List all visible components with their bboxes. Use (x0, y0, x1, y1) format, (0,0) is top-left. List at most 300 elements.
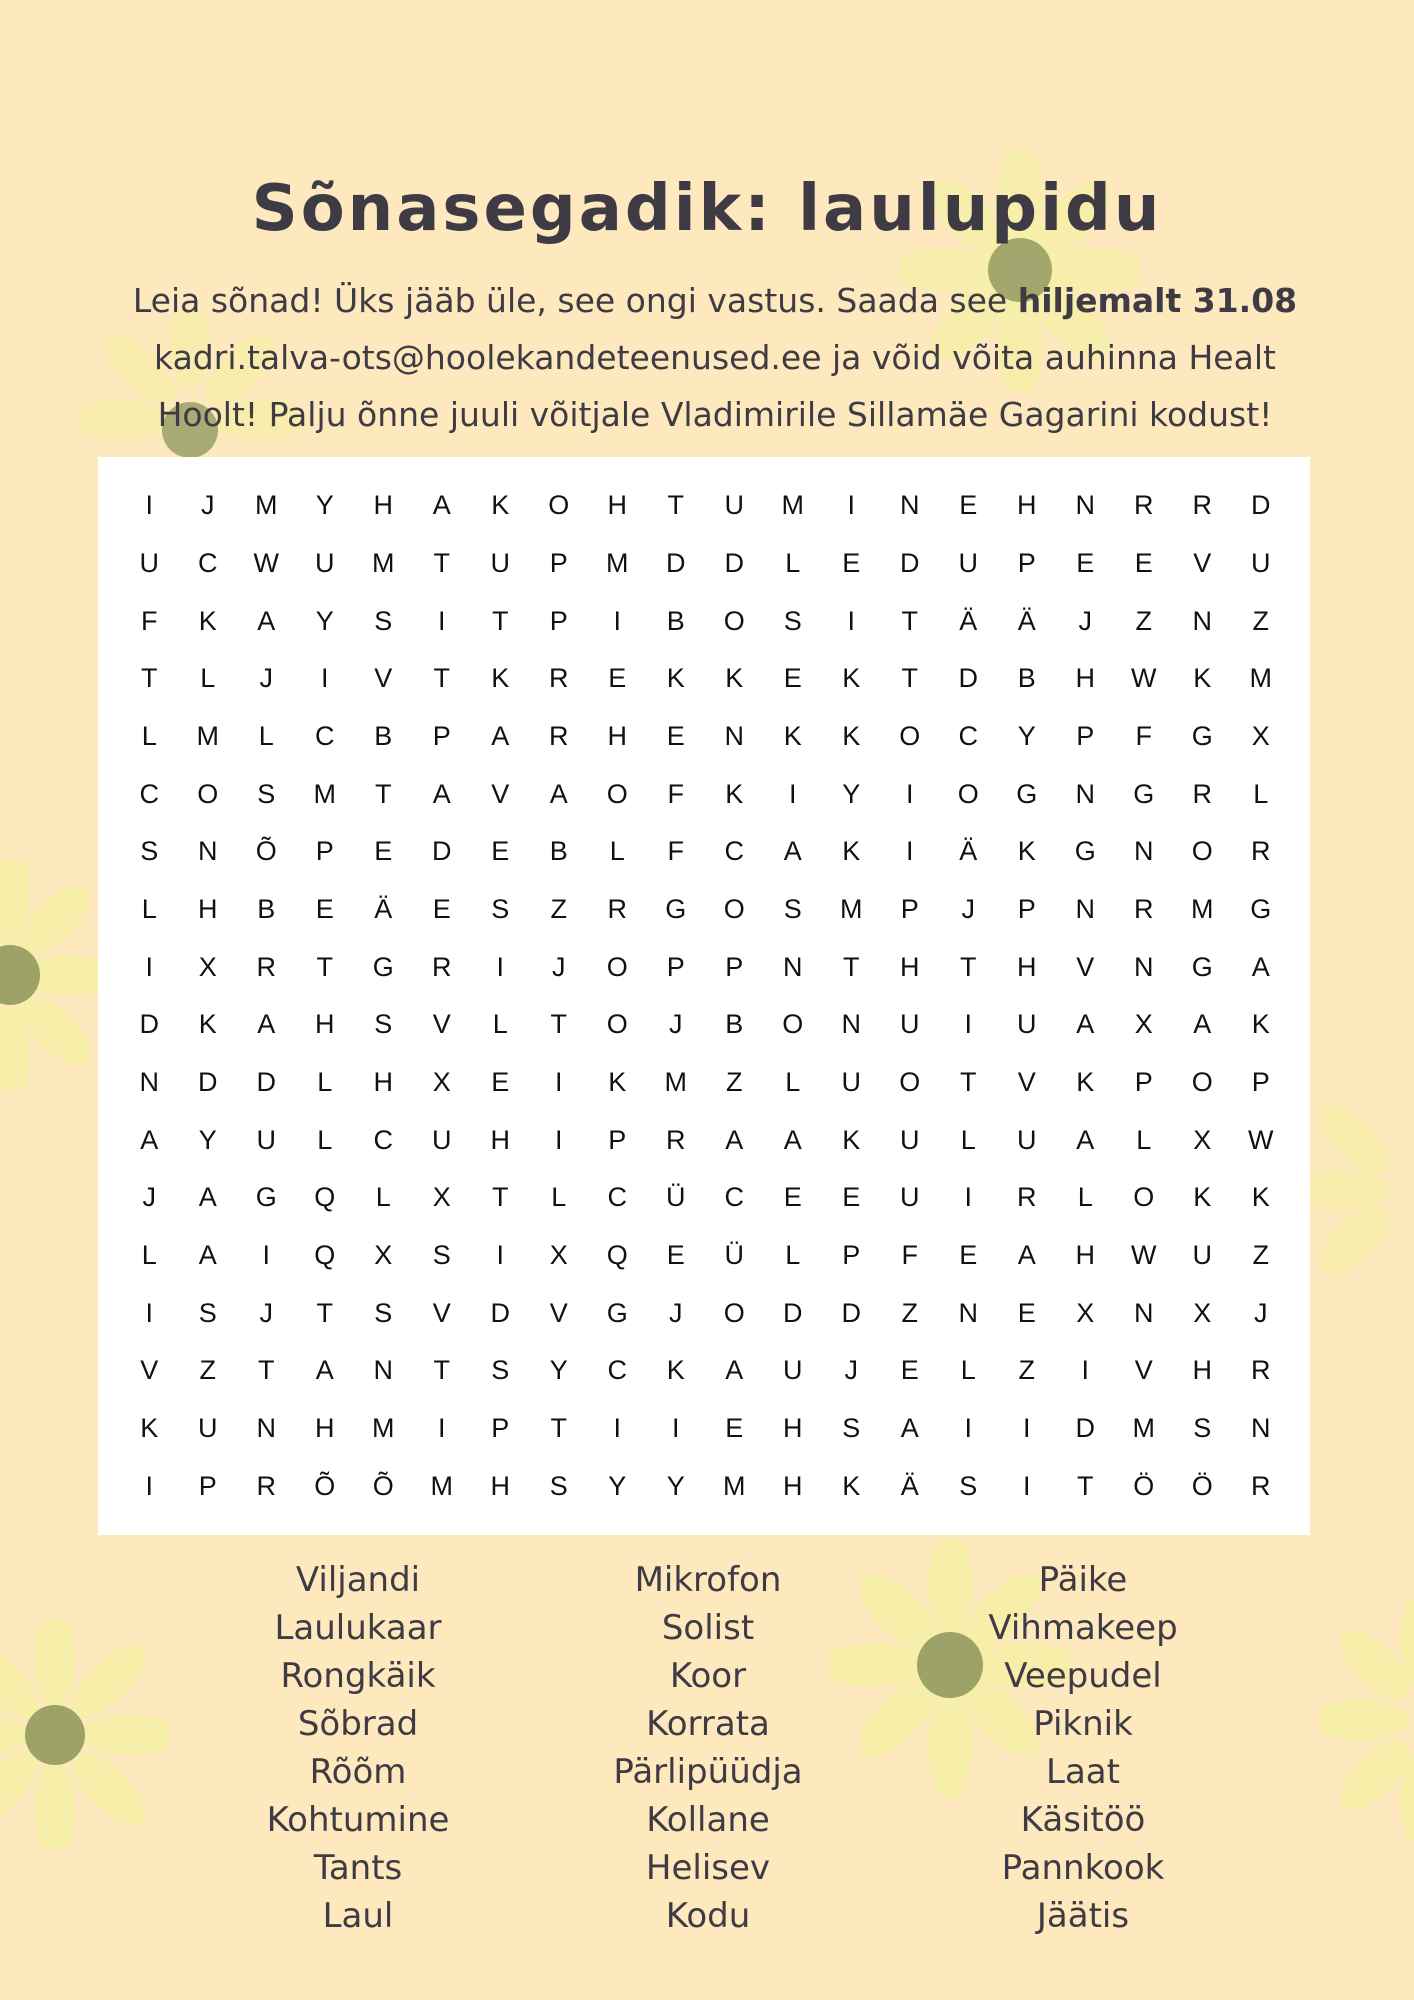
grid-cell[interactable]: U (256, 1124, 276, 1155)
grid-cell[interactable]: V (374, 663, 393, 694)
grid-cell[interactable]: Y (315, 490, 334, 521)
grid-cell[interactable]: E (666, 720, 685, 751)
grid-cell[interactable]: H (900, 951, 920, 982)
grid-cell[interactable]: Ä (1017, 605, 1036, 636)
grid-cell[interactable]: A (725, 1124, 744, 1155)
grid-cell[interactable]: R (1017, 1182, 1037, 1213)
grid-cell[interactable]: U (1017, 1009, 1037, 1040)
grid-cell[interactable]: L (1136, 1124, 1152, 1155)
grid-cell[interactable]: D (256, 1066, 276, 1097)
grid-cell[interactable]: U (900, 1124, 920, 1155)
grid-cell[interactable]: K (198, 605, 217, 636)
grid-cell[interactable]: S (491, 893, 510, 924)
grid-cell[interactable]: A (1017, 1239, 1036, 1270)
grid-cell[interactable]: Z (1135, 605, 1152, 636)
grid-cell[interactable]: T (258, 1355, 275, 1386)
grid-cell[interactable]: X (374, 1239, 393, 1270)
grid-cell[interactable]: I (496, 951, 504, 982)
grid-cell[interactable]: S (374, 605, 393, 636)
grid-cell[interactable]: H (1075, 663, 1095, 694)
grid-cell[interactable]: N (783, 951, 803, 982)
grid-cell[interactable]: M (313, 778, 336, 809)
grid-cell[interactable]: L (317, 1124, 333, 1155)
grid-cell[interactable]: D (198, 1066, 218, 1097)
grid-cell[interactable]: X (432, 1066, 451, 1097)
grid-cell[interactable]: I (1022, 1470, 1031, 1501)
grid-cell[interactable]: V (140, 1355, 159, 1386)
grid-cell[interactable]: I (1022, 1412, 1031, 1443)
grid-cell[interactable]: G (255, 1182, 277, 1213)
grid-cell[interactable]: T (901, 605, 918, 636)
grid-cell[interactable]: L (141, 1239, 157, 1270)
grid-cell[interactable]: R (1251, 1355, 1271, 1386)
grid-cell[interactable]: O (723, 1297, 745, 1328)
grid-cell[interactable]: E (1076, 547, 1095, 578)
grid-cell[interactable]: S (198, 1297, 217, 1328)
grid-cell[interactable]: J (201, 490, 215, 521)
grid-cell[interactable]: A (432, 778, 451, 809)
grid-cell[interactable]: H (783, 1470, 803, 1501)
grid-cell[interactable]: U (958, 547, 978, 578)
grid-cell[interactable]: J (961, 893, 975, 924)
grid-cell[interactable]: C (724, 1182, 744, 1213)
grid-cell[interactable]: J (259, 663, 273, 694)
grid-cell[interactable]: X (1193, 1124, 1212, 1155)
grid-cell[interactable]: G (1074, 836, 1096, 867)
grid-cell[interactable]: M (1191, 893, 1214, 924)
grid-cell[interactable]: X (198, 951, 217, 982)
grid-cell[interactable]: U (783, 1355, 803, 1386)
grid-cell[interactable]: R (256, 951, 276, 982)
grid-cell[interactable]: A (783, 1124, 802, 1155)
grid-cell[interactable]: G (1250, 893, 1272, 924)
grid-cell[interactable]: M (840, 893, 863, 924)
grid-cell[interactable]: F (667, 778, 684, 809)
grid-cell[interactable]: S (842, 1412, 861, 1443)
grid-cell[interactable]: X (1076, 1297, 1095, 1328)
grid-cell[interactable]: U (900, 1182, 920, 1213)
grid-cell[interactable]: Y (1017, 720, 1036, 751)
grid-cell[interactable]: P (1251, 1066, 1270, 1097)
grid-cell[interactable]: U (1192, 1239, 1212, 1270)
grid-cell[interactable]: R (549, 720, 569, 751)
grid-cell[interactable]: P (315, 836, 334, 867)
grid-cell[interactable]: R (256, 1470, 276, 1501)
grid-cell[interactable]: I (145, 1297, 153, 1328)
grid-cell[interactable]: L (1253, 778, 1269, 809)
grid-cell[interactable]: B (725, 1009, 744, 1040)
grid-cell[interactable]: D (490, 1297, 510, 1328)
grid-cell[interactable]: E (783, 663, 802, 694)
grid-cell[interactable]: T (492, 1182, 509, 1213)
grid-cell[interactable]: D (666, 547, 686, 578)
grid-cell[interactable]: U (841, 1066, 861, 1097)
grid-cell[interactable]: J (669, 1009, 683, 1040)
grid-cell[interactable]: S (783, 605, 802, 636)
grid-cell[interactable]: S (1193, 1412, 1212, 1443)
grid-cell[interactable]: D (1075, 1412, 1095, 1443)
grid-cell[interactable]: G (372, 951, 394, 982)
grid-cell[interactable]: H (315, 1009, 335, 1040)
grid-cell[interactable]: O (899, 720, 921, 751)
grid-cell[interactable]: K (491, 490, 510, 521)
grid-cell[interactable]: J (844, 1355, 858, 1386)
grid-cell[interactable]: K (666, 663, 685, 694)
grid-cell[interactable]: E (491, 836, 510, 867)
grid-cell[interactable]: T (433, 1355, 450, 1386)
grid-cell[interactable]: V (1193, 547, 1212, 578)
grid-cell[interactable]: C (607, 1182, 627, 1213)
grid-cell[interactable]: Z (1252, 1239, 1269, 1270)
grid-cell[interactable]: N (139, 1066, 159, 1097)
grid-cell[interactable]: L (785, 1239, 801, 1270)
grid-cell[interactable]: T (433, 547, 450, 578)
grid-cell[interactable]: N (373, 1355, 393, 1386)
grid-cell[interactable]: H (607, 490, 627, 521)
grid-cell[interactable]: P (432, 720, 451, 751)
grid-cell[interactable]: H (315, 1412, 335, 1443)
grid-cell[interactable]: Q (606, 1239, 628, 1270)
grid-cell[interactable]: V (1134, 1355, 1153, 1386)
grid-cell[interactable]: T (843, 951, 860, 982)
grid-cell[interactable]: K (1251, 1009, 1270, 1040)
grid-cell[interactable]: K (725, 663, 744, 694)
grid-cell[interactable]: O (1133, 1182, 1155, 1213)
grid-cell[interactable]: O (723, 605, 745, 636)
grid-cell[interactable]: Y (666, 1470, 685, 1501)
grid-cell[interactable]: I (1081, 1355, 1089, 1386)
grid-cell[interactable]: A (432, 490, 451, 521)
grid-cell[interactable]: I (964, 1412, 972, 1443)
grid-cell[interactable]: G (1191, 720, 1213, 751)
grid-cell[interactable]: F (141, 605, 158, 636)
grid-cell[interactable]: S (374, 1009, 393, 1040)
grid-cell[interactable]: Z (199, 1355, 216, 1386)
grid-cell[interactable]: P (842, 1239, 861, 1270)
grid-cell[interactable]: Ä (900, 1470, 919, 1501)
grid-cell[interactable]: K (1076, 1066, 1095, 1097)
grid-cell[interactable]: N (1192, 605, 1212, 636)
grid-cell[interactable]: A (1076, 1009, 1095, 1040)
grid-cell[interactable]: E (608, 663, 627, 694)
grid-cell[interactable]: K (491, 663, 510, 694)
grid-cell[interactable]: P (1134, 1066, 1153, 1097)
grid-cell[interactable]: B (374, 720, 393, 751)
grid-cell[interactable]: S (491, 1355, 510, 1386)
grid-cell[interactable]: T (433, 663, 450, 694)
grid-cell[interactable]: N (1134, 1297, 1154, 1328)
grid-cell[interactable]: K (842, 1124, 861, 1155)
grid-cell[interactable]: Ä (959, 605, 978, 636)
grid-cell[interactable]: M (372, 547, 395, 578)
grid-cell[interactable]: N (1134, 951, 1154, 982)
grid-cell[interactable]: E (842, 547, 861, 578)
grid-cell[interactable]: H (490, 1124, 510, 1155)
grid-cell[interactable]: A (491, 720, 510, 751)
grid-cell[interactable]: A (257, 1009, 276, 1040)
grid-cell[interactable]: M (196, 720, 219, 751)
grid-cell[interactable]: O (1191, 1066, 1213, 1097)
grid-cell[interactable]: N (900, 490, 920, 521)
grid-cell[interactable]: N (724, 720, 744, 751)
grid-cell[interactable]: T (316, 951, 333, 982)
grid-cell[interactable]: K (1251, 1182, 1270, 1213)
grid-cell[interactable]: L (785, 547, 801, 578)
grid-cell[interactable]: B (666, 605, 685, 636)
grid-cell[interactable]: N (841, 1009, 861, 1040)
grid-cell[interactable]: N (256, 1412, 276, 1443)
grid-cell[interactable]: R (549, 663, 569, 694)
grid-cell[interactable]: M (255, 490, 278, 521)
grid-cell[interactable]: A (198, 1182, 217, 1213)
grid-cell[interactable]: M (664, 1066, 687, 1097)
grid-cell[interactable]: D (958, 663, 978, 694)
grid-cell[interactable]: S (959, 1470, 978, 1501)
grid-cell[interactable]: E (959, 490, 978, 521)
grid-cell[interactable]: Õ (372, 1470, 394, 1501)
grid-cell[interactable]: E (1134, 547, 1153, 578)
grid-cell[interactable]: K (666, 1355, 685, 1386)
grid-cell[interactable]: E (432, 893, 451, 924)
grid-cell[interactable]: I (788, 778, 797, 809)
grid-cell[interactable]: C (724, 836, 744, 867)
grid-cell[interactable]: D (724, 547, 744, 578)
grid-cell[interactable]: Y (842, 778, 861, 809)
grid-cell[interactable]: H (373, 1066, 393, 1097)
grid-cell[interactable]: T (550, 1412, 567, 1443)
grid-cell[interactable]: J (1078, 605, 1092, 636)
grid-cell[interactable]: Ö (1191, 1470, 1213, 1501)
grid-cell[interactable]: G (1133, 778, 1155, 809)
grid-cell[interactable]: G (1016, 778, 1038, 809)
grid-cell[interactable]: V (1076, 951, 1095, 982)
grid-cell[interactable]: Z (1252, 605, 1269, 636)
grid-cell[interactable]: C (373, 1124, 393, 1155)
grid-cell[interactable]: A (549, 778, 568, 809)
grid-cell[interactable]: U (315, 547, 335, 578)
grid-cell[interactable]: X (1134, 1009, 1153, 1040)
grid-cell[interactable]: H (1017, 490, 1037, 521)
grid-cell[interactable]: A (783, 836, 802, 867)
grid-cell[interactable]: U (900, 1009, 920, 1040)
grid-cell[interactable]: I (847, 605, 855, 636)
grid-cell[interactable]: I (554, 1066, 563, 1097)
grid-cell[interactable]: R (1251, 1470, 1271, 1501)
grid-cell[interactable]: P (666, 951, 685, 982)
grid-cell[interactable]: N (1075, 490, 1095, 521)
grid-cell[interactable]: U (1251, 547, 1271, 578)
grid-cell[interactable]: V (432, 1297, 451, 1328)
grid-cell[interactable]: I (964, 1009, 972, 1040)
grid-cell[interactable]: S (783, 893, 802, 924)
grid-cell[interactable]: N (1251, 1412, 1271, 1443)
grid-cell[interactable]: A (140, 1124, 159, 1155)
grid-cell[interactable]: R (1134, 893, 1154, 924)
grid-cell[interactable]: C (958, 720, 978, 751)
grid-cell[interactable]: J (1254, 1297, 1268, 1328)
grid-cell[interactable]: L (785, 1066, 801, 1097)
grid-cell[interactable]: T (667, 490, 684, 521)
grid-cell[interactable]: M (1249, 663, 1272, 694)
grid-cell[interactable]: H (1192, 1355, 1212, 1386)
grid-cell[interactable]: B (257, 893, 276, 924)
grid-cell[interactable]: L (960, 1124, 976, 1155)
grid-cell[interactable]: C (139, 778, 159, 809)
grid-cell[interactable]: K (842, 836, 861, 867)
grid-cell[interactable]: A (1076, 1124, 1095, 1155)
grid-cell[interactable]: I (320, 663, 329, 694)
grid-cell[interactable]: V (491, 778, 510, 809)
grid-cell[interactable]: A (1251, 951, 1270, 982)
grid-cell[interactable]: A (198, 1239, 217, 1270)
grid-cell[interactable]: T (960, 1066, 977, 1097)
grid-cell[interactable]: T (550, 1009, 567, 1040)
grid-cell[interactable]: R (666, 1124, 686, 1155)
grid-cell[interactable]: P (725, 951, 744, 982)
grid-cell[interactable]: E (1017, 1297, 1036, 1328)
grid-cell[interactable]: G (1191, 951, 1213, 982)
grid-cell[interactable]: G (665, 893, 687, 924)
grid-cell[interactable]: H (607, 720, 627, 751)
grid-cell[interactable]: M (430, 1470, 453, 1501)
grid-cell[interactable]: X (549, 1239, 568, 1270)
grid-cell[interactable]: O (197, 778, 219, 809)
grid-cell[interactable]: M (372, 1412, 395, 1443)
grid-cell[interactable]: L (609, 836, 625, 867)
grid-cell[interactable]: S (140, 836, 159, 867)
grid-cell[interactable]: O (548, 490, 570, 521)
grid-cell[interactable]: Z (1018, 1355, 1035, 1386)
grid-cell[interactable]: O (1191, 836, 1213, 867)
grid-cell[interactable]: U (1017, 1124, 1037, 1155)
grid-cell[interactable]: J (669, 1297, 683, 1328)
grid-cell[interactable]: H (1075, 1239, 1095, 1270)
grid-cell[interactable]: L (258, 720, 274, 751)
grid-cell[interactable]: P (491, 1412, 510, 1443)
grid-cell[interactable]: Ö (1133, 1470, 1155, 1501)
grid-cell[interactable]: K (725, 778, 744, 809)
grid-cell[interactable]: T (492, 605, 509, 636)
grid-cell[interactable]: L (492, 1009, 508, 1040)
grid-cell[interactable]: L (317, 1066, 333, 1097)
grid-cell[interactable]: D (432, 836, 452, 867)
grid-cell[interactable]: K (783, 720, 802, 751)
grid-cell[interactable]: K (198, 1009, 217, 1040)
grid-cell[interactable]: H (198, 893, 218, 924)
grid-cell[interactable]: I (671, 1412, 680, 1443)
grid-cell[interactable]: U (490, 547, 510, 578)
grid-cell[interactable]: S (432, 1239, 451, 1270)
grid-cell[interactable]: C (607, 1355, 627, 1386)
grid-cell[interactable]: E (315, 893, 334, 924)
grid-cell[interactable]: G (606, 1297, 628, 1328)
grid-cell[interactable]: R (1134, 490, 1154, 521)
grid-cell[interactable]: K (1193, 1182, 1212, 1213)
grid-cell[interactable]: P (1017, 893, 1036, 924)
grid-cell[interactable]: I (905, 836, 914, 867)
grid-cell[interactable]: S (374, 1297, 393, 1328)
grid-cell[interactable]: P (1017, 547, 1036, 578)
grid-cell[interactable]: S (257, 778, 276, 809)
grid-cell[interactable]: R (1251, 836, 1271, 867)
grid-cell[interactable]: K (842, 720, 861, 751)
grid-cell[interactable]: Z (726, 1066, 743, 1097)
grid-cell[interactable]: A (315, 1355, 334, 1386)
grid-cell[interactable]: I (145, 951, 153, 982)
grid-cell[interactable]: R (432, 951, 452, 982)
grid-cell[interactable]: M (606, 547, 629, 578)
grid-cell[interactable]: R (1192, 490, 1212, 521)
grid-cell[interactable]: O (606, 951, 628, 982)
grid-cell[interactable]: M (723, 1470, 746, 1501)
grid-cell[interactable]: H (490, 1470, 510, 1501)
grid-cell[interactable]: X (432, 1182, 451, 1213)
grid-cell[interactable]: I (847, 490, 855, 521)
grid-cell[interactable]: E (842, 1182, 861, 1213)
grid-cell[interactable]: Ü (724, 1239, 744, 1270)
grid-cell[interactable]: I (613, 1412, 621, 1443)
grid-cell[interactable]: T (1077, 1470, 1094, 1501)
grid-cell[interactable]: T (901, 663, 918, 694)
grid-cell[interactable]: Õ (314, 1470, 336, 1501)
grid-cell[interactable]: L (1077, 1182, 1093, 1213)
grid-cell[interactable]: T (141, 663, 158, 694)
grid-cell[interactable]: L (551, 1182, 567, 1213)
grid-cell[interactable]: E (374, 836, 393, 867)
grid-cell[interactable]: U (139, 547, 159, 578)
grid-cell[interactable]: I (262, 1239, 270, 1270)
grid-cell[interactable]: D (900, 547, 920, 578)
grid-cell[interactable]: S (549, 1470, 568, 1501)
grid-cell[interactable]: C (315, 720, 335, 751)
grid-cell[interactable]: D (783, 1297, 803, 1328)
grid-cell[interactable]: P (900, 893, 919, 924)
grid-cell[interactable]: I (145, 1470, 153, 1501)
grid-cell[interactable]: W (1131, 663, 1157, 694)
grid-cell[interactable]: T (316, 1297, 333, 1328)
grid-cell[interactable]: O (899, 1066, 921, 1097)
grid-cell[interactable]: J (259, 1297, 273, 1328)
grid-cell[interactable]: A (1193, 1009, 1212, 1040)
grid-cell[interactable]: I (613, 605, 621, 636)
grid-cell[interactable]: Õ (255, 836, 277, 867)
grid-cell[interactable]: Y (549, 1355, 568, 1386)
grid-cell[interactable]: R (1192, 778, 1212, 809)
grid-cell[interactable]: D (139, 1009, 159, 1040)
grid-cell[interactable]: M (1132, 1412, 1155, 1443)
grid-cell[interactable]: E (491, 1066, 510, 1097)
grid-cell[interactable]: W (1248, 1124, 1274, 1155)
grid-cell[interactable]: N (1075, 893, 1095, 924)
grid-cell[interactable]: O (606, 1009, 628, 1040)
grid-cell[interactable]: Ä (374, 893, 393, 924)
grid-cell[interactable]: L (200, 663, 216, 694)
grid-cell[interactable]: D (1251, 490, 1271, 521)
grid-cell[interactable]: H (783, 1412, 803, 1443)
grid-cell[interactable]: P (549, 605, 568, 636)
grid-cell[interactable]: Ä (959, 836, 978, 867)
grid-cell[interactable]: O (957, 778, 979, 809)
grid-cell[interactable]: K (1017, 836, 1036, 867)
grid-cell[interactable]: I (964, 1182, 972, 1213)
grid-cell[interactable]: L (141, 720, 157, 751)
grid-cell[interactable]: I (437, 605, 446, 636)
grid-cell[interactable]: K (608, 1066, 627, 1097)
grid-cell[interactable]: V (1017, 1066, 1036, 1097)
grid-cell[interactable]: I (554, 1124, 563, 1155)
grid-cell[interactable]: F (667, 836, 684, 867)
grid-cell[interactable]: I (145, 490, 153, 521)
